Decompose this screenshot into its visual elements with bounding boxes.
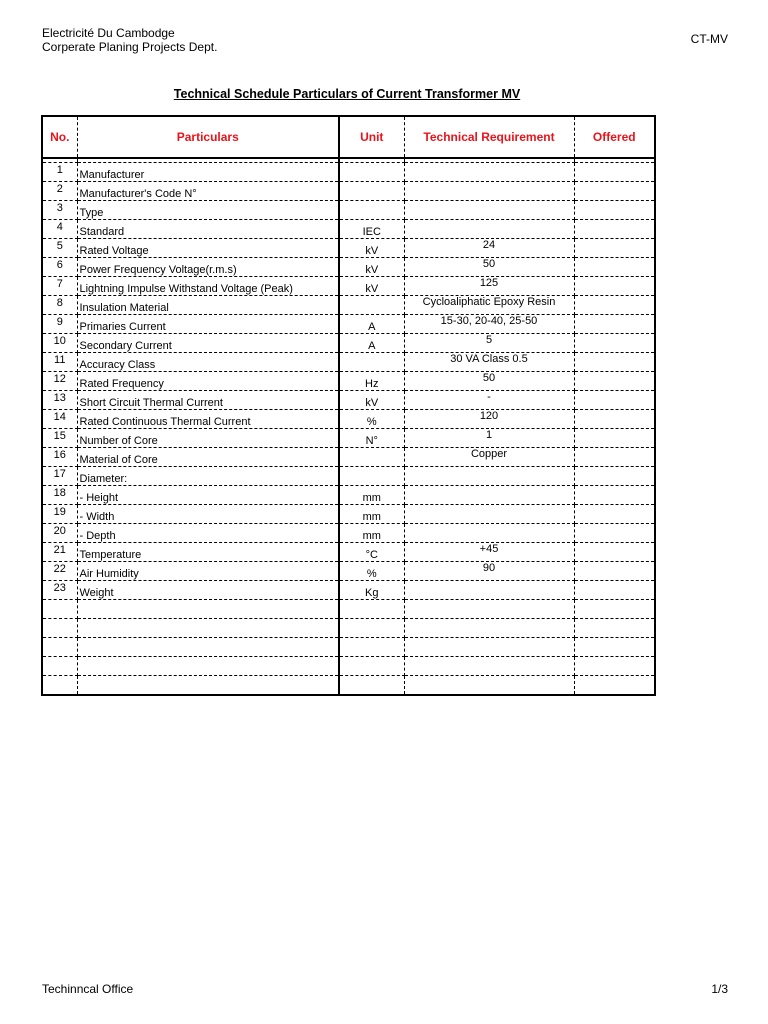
row-technical-requirement — [404, 486, 574, 505]
row-number: 1 — [42, 163, 77, 182]
row-particular: Manufacturer's Code N° — [77, 182, 339, 201]
department-name: Corperate Planing Projects Dept. — [42, 40, 218, 54]
table-row — [42, 334, 655, 353]
row-unit: N° — [339, 429, 404, 448]
row-number: 15 — [42, 429, 77, 448]
blank-row-technical-requirement — [404, 657, 574, 676]
blank-row-offered — [574, 676, 655, 696]
blank-row-number — [42, 657, 77, 676]
row-number: 17 — [42, 467, 77, 486]
row-technical-requirement — [404, 220, 574, 239]
table-row — [42, 562, 655, 581]
row-particular: Accuracy Class — [77, 353, 339, 372]
row-offered — [574, 505, 655, 524]
table-row — [42, 315, 655, 334]
row-number: 5 — [42, 239, 77, 258]
row-offered — [574, 296, 655, 315]
blank-row-unit — [339, 619, 404, 638]
row-particular: - Height — [77, 486, 339, 505]
blank-row-particular — [77, 638, 339, 657]
row-unit: A — [339, 315, 404, 334]
document-title-text: Technical Schedule Particulars of Current Transformer MV — [173, 87, 521, 101]
row-offered — [574, 581, 655, 600]
blank-row-particular — [77, 600, 339, 619]
column-header-no: No. — [42, 116, 77, 158]
row-technical-requirement: - — [404, 391, 574, 410]
row-unit: A — [339, 334, 404, 353]
row-technical-requirement: 50 — [404, 372, 574, 391]
blank-row-unit — [339, 638, 404, 657]
table-row — [42, 239, 655, 258]
blank-row-number — [42, 676, 77, 696]
row-unit: % — [339, 410, 404, 429]
row-offered — [574, 562, 655, 581]
row-particular: Insulation Material — [77, 296, 339, 315]
column-header-particulars: Particulars — [77, 116, 339, 158]
row-offered — [574, 524, 655, 543]
blank-row-particular — [77, 657, 339, 676]
row-technical-requirement — [404, 505, 574, 524]
blank-row-technical-requirement — [404, 619, 574, 638]
blank-row-unit — [339, 676, 404, 696]
blank-row-particular — [77, 676, 339, 696]
row-number: 7 — [42, 277, 77, 296]
row-number: 22 — [42, 562, 77, 581]
row-technical-requirement: 15-30, 20-40, 25-50 — [404, 315, 574, 334]
table-row — [42, 163, 655, 182]
blank-row-unit — [339, 600, 404, 619]
table-row — [42, 467, 655, 486]
table-row — [42, 543, 655, 562]
row-technical-requirement — [404, 467, 574, 486]
row-offered — [574, 258, 655, 277]
row-number: 14 — [42, 410, 77, 429]
row-offered — [574, 334, 655, 353]
row-particular: Short Circuit Thermal Current — [77, 391, 339, 410]
table-row — [42, 182, 655, 201]
blank-row-offered — [574, 638, 655, 657]
row-particular: Rated Frequency — [77, 372, 339, 391]
row-particular: Weight — [77, 581, 339, 600]
footer-office: Techinncal Office — [42, 982, 134, 996]
row-unit — [339, 353, 404, 372]
blank-row-offered — [574, 619, 655, 638]
row-technical-requirement — [404, 201, 574, 220]
row-unit — [339, 467, 404, 486]
row-particular: Primaries Current — [77, 315, 339, 334]
row-unit: kV — [339, 391, 404, 410]
row-technical-requirement: 120 — [404, 410, 574, 429]
row-particular: Power Frequency Voltage(r.m.s) — [77, 258, 339, 277]
row-particular: - Depth — [77, 524, 339, 543]
company-header — [42, 26, 217, 54]
row-unit: mm — [339, 505, 404, 524]
table-body — [42, 158, 655, 695]
row-particular: Manufacturer — [77, 163, 339, 182]
row-unit — [339, 182, 404, 201]
table-blank-row — [42, 657, 655, 676]
row-number: 18 — [42, 486, 77, 505]
row-number: 23 — [42, 581, 77, 600]
row-technical-requirement: 5 — [404, 334, 574, 353]
table-blank-row — [42, 619, 655, 638]
row-offered — [574, 486, 655, 505]
row-technical-requirement: 50 — [404, 258, 574, 277]
table-row — [42, 220, 655, 239]
row-unit — [339, 296, 404, 315]
row-technical-requirement — [404, 524, 574, 543]
row-technical-requirement: +45 — [404, 543, 574, 562]
row-technical-requirement — [404, 163, 574, 182]
blank-row-offered — [574, 657, 655, 676]
row-unit: kV — [339, 258, 404, 277]
blank-row-offered — [574, 600, 655, 619]
table-row — [42, 448, 655, 467]
row-unit: kV — [339, 277, 404, 296]
row-particular: Standard — [77, 220, 339, 239]
table-row — [42, 486, 655, 505]
row-particular: Temperature — [77, 543, 339, 562]
row-number: 10 — [42, 334, 77, 353]
row-particular: Air Humidity — [77, 562, 339, 581]
row-particular: Type — [77, 201, 339, 220]
blank-row-number — [42, 638, 77, 657]
row-technical-requirement: 90 — [404, 562, 574, 581]
row-technical-requirement: Copper — [404, 448, 574, 467]
blank-row-number — [42, 600, 77, 619]
row-offered — [574, 448, 655, 467]
row-offered — [574, 372, 655, 391]
table-row — [42, 201, 655, 220]
row-offered — [574, 277, 655, 296]
table-row — [42, 296, 655, 315]
row-technical-requirement: 24 — [404, 239, 574, 258]
row-particular: Material of Core — [77, 448, 339, 467]
row-unit: mm — [339, 486, 404, 505]
row-unit — [339, 201, 404, 220]
column-header-technical-requirement: Technical Requirement — [404, 116, 574, 158]
row-offered — [574, 163, 655, 182]
document-code: CT-MV — [690, 32, 728, 46]
row-particular: Secondary Current — [77, 334, 339, 353]
row-unit: Hz — [339, 372, 404, 391]
table-header-row — [42, 116, 655, 158]
blank-row-technical-requirement — [404, 676, 574, 696]
row-technical-requirement: Cycloaliphatic Epoxy Resin — [404, 296, 574, 315]
row-offered — [574, 353, 655, 372]
row-number: 20 — [42, 524, 77, 543]
row-technical-requirement — [404, 581, 574, 600]
blank-row-particular — [77, 619, 339, 638]
row-unit: °C — [339, 543, 404, 562]
row-technical-requirement: 30 VA Class 0.5 — [404, 353, 574, 372]
column-header-offered: Offered — [574, 116, 655, 158]
table-row — [42, 353, 655, 372]
blank-row-number — [42, 619, 77, 638]
row-technical-requirement: 1 — [404, 429, 574, 448]
blank-row-technical-requirement — [404, 638, 574, 657]
row-offered — [574, 315, 655, 334]
row-offered — [574, 429, 655, 448]
table-row — [42, 372, 655, 391]
blank-row-technical-requirement — [404, 600, 574, 619]
row-offered — [574, 410, 655, 429]
row-technical-requirement: 125 — [404, 277, 574, 296]
row-number: 6 — [42, 258, 77, 277]
row-particular: - Width — [77, 505, 339, 524]
row-number: 8 — [42, 296, 77, 315]
table-row — [42, 391, 655, 410]
table-blank-row — [42, 638, 655, 657]
row-particular: Rated Voltage — [77, 239, 339, 258]
row-unit: mm — [339, 524, 404, 543]
table-row — [42, 429, 655, 448]
row-offered — [574, 543, 655, 562]
company-name: Electricité Du Cambodge — [42, 26, 175, 40]
row-offered — [574, 239, 655, 258]
row-particular: Number of Core — [77, 429, 339, 448]
table-row — [42, 258, 655, 277]
row-number: 11 — [42, 353, 77, 372]
table-row — [42, 410, 655, 429]
row-unit: % — [339, 562, 404, 581]
row-number: 3 — [42, 201, 77, 220]
row-number: 4 — [42, 220, 77, 239]
row-number: 16 — [42, 448, 77, 467]
row-offered — [574, 391, 655, 410]
row-offered — [574, 201, 655, 220]
blank-row-unit — [339, 657, 404, 676]
row-unit — [339, 448, 404, 467]
row-unit — [339, 163, 404, 182]
row-particular: Rated Continuous Thermal Current — [77, 410, 339, 429]
row-offered — [574, 220, 655, 239]
row-unit: IEC — [339, 220, 404, 239]
row-offered — [574, 182, 655, 201]
table-blank-row — [42, 600, 655, 619]
row-offered — [574, 467, 655, 486]
row-particular: Diameter: — [77, 467, 339, 486]
row-number: 21 — [42, 543, 77, 562]
row-number: 19 — [42, 505, 77, 524]
row-particular: Lightning Impulse Withstand Voltage (Peak) — [77, 277, 339, 296]
row-number: 12 — [42, 372, 77, 391]
row-technical-requirement — [404, 182, 574, 201]
document-title — [0, 87, 694, 101]
footer-page-number: 1/3 — [711, 982, 728, 996]
row-number: 2 — [42, 182, 77, 201]
row-unit: kV — [339, 239, 404, 258]
row-unit: Kg — [339, 581, 404, 600]
table-row — [42, 581, 655, 600]
table-row — [42, 505, 655, 524]
column-header-unit: Unit — [339, 116, 404, 158]
row-number: 13 — [42, 391, 77, 410]
table-row — [42, 277, 655, 296]
row-number: 9 — [42, 315, 77, 334]
table-row — [42, 524, 655, 543]
table-blank-row — [42, 676, 655, 696]
technical-schedule-table — [41, 115, 656, 696]
